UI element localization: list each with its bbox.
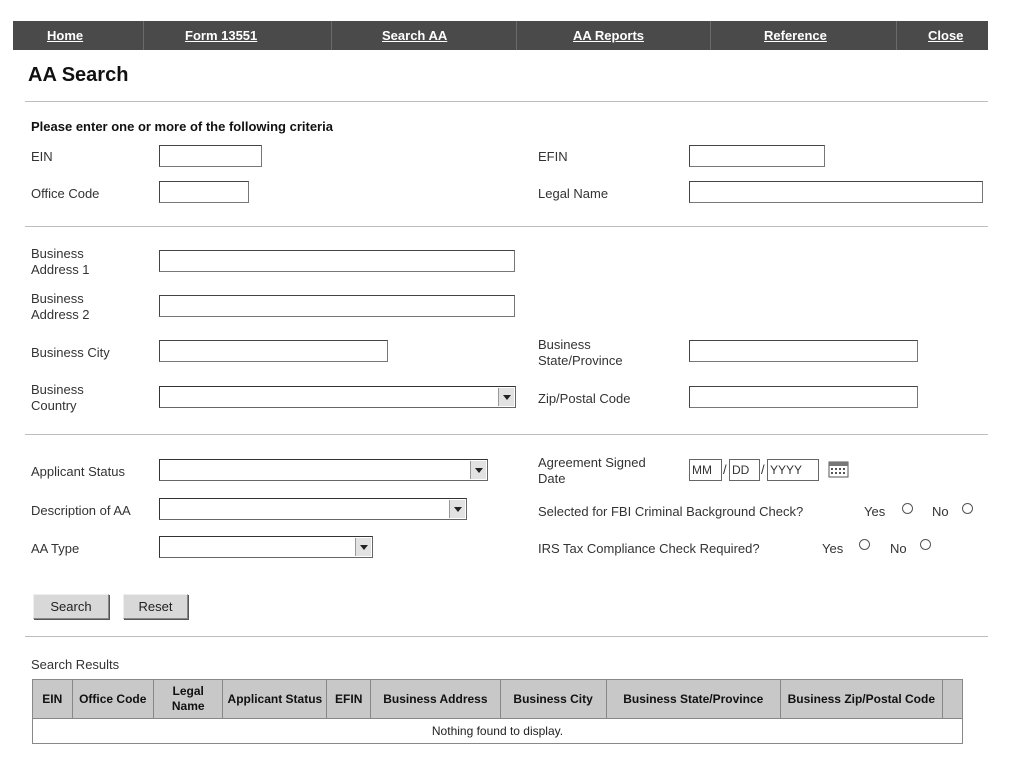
nav-divider: [331, 21, 332, 50]
top-navbar: [13, 21, 988, 50]
label-line: Business: [538, 337, 591, 352]
nav-divider: [896, 21, 897, 50]
criteria-instruction: Please enter one or more of the following criteria: [31, 119, 333, 134]
divider: [25, 434, 988, 435]
label-line: Date: [538, 471, 566, 486]
date-year-input[interactable]: YYYY: [767, 459, 819, 481]
fbi-no-radio[interactable]: [962, 503, 973, 514]
date-separator: /: [723, 462, 727, 477]
date-separator: /: [761, 462, 765, 477]
efin-label: EFIN: [538, 149, 568, 164]
fbi-check-label: Selected for FBI Criminal Background Check?: [538, 504, 804, 519]
fbi-no-label: No: [932, 504, 949, 519]
business-state-label: [538, 337, 623, 369]
col-business-city[interactable]: Business City: [500, 680, 606, 719]
office-code-label: Office Code: [31, 186, 100, 201]
description-label: Description of AA: [31, 503, 131, 518]
description-select[interactable]: [159, 498, 467, 520]
label-line: Address 1: [31, 262, 90, 277]
calendar-icon[interactable]: [828, 461, 849, 478]
results-header-row: [33, 680, 963, 719]
col-business-state[interactable]: Business State/Province: [606, 680, 780, 719]
label-line: Address 2: [31, 307, 90, 322]
table-row: [33, 719, 963, 744]
results-table: [32, 679, 963, 744]
divider: [25, 636, 988, 637]
business-address-1-label: [31, 246, 90, 278]
col-business-address[interactable]: Business Address: [371, 680, 500, 719]
efin-input[interactable]: [689, 145, 825, 167]
nav-home-link[interactable]: Home: [47, 28, 84, 43]
fbi-yes-label: Yes: [864, 504, 886, 519]
search-button[interactable]: Search: [33, 594, 109, 619]
reset-button[interactable]: Reset: [123, 594, 188, 619]
col-spacer: [942, 680, 962, 719]
applicant-status-select[interactable]: [159, 459, 488, 481]
ein-label: EIN: [31, 149, 53, 164]
zip-label: Zip/Postal Code: [538, 391, 631, 406]
chevron-down-icon[interactable]: [355, 538, 371, 556]
business-city-input[interactable]: [159, 340, 388, 362]
zip-input[interactable]: [689, 386, 918, 408]
business-country-select[interactable]: [159, 386, 516, 408]
nav-divider: [143, 21, 144, 50]
fbi-yes-radio[interactable]: [902, 503, 913, 514]
label-line: Business: [31, 382, 84, 397]
business-address-2-label: [31, 291, 90, 323]
agreement-date-label: [538, 455, 646, 487]
empty-results-message: Nothing found to display.: [33, 719, 963, 744]
search-results-label: Search Results: [31, 657, 120, 672]
label-line: Country: [31, 398, 77, 413]
irs-yes-label: Yes: [822, 541, 844, 556]
irs-check-label: IRS Tax Compliance Check Required?: [538, 541, 760, 556]
nav-divider: [516, 21, 517, 50]
business-address-1-input[interactable]: [159, 250, 515, 272]
label-line: Agreement Signed: [538, 455, 646, 470]
office-code-input[interactable]: [159, 181, 249, 203]
chevron-down-icon[interactable]: [470, 461, 486, 479]
business-country-label: [31, 382, 84, 414]
nav-reports-link[interactable]: AA Reports: [573, 28, 645, 43]
col-applicant-status[interactable]: Applicant Status: [223, 680, 327, 719]
col-business-zip[interactable]: Business Zip/Postal Code: [781, 680, 943, 719]
col-efin[interactable]: EFIN: [327, 680, 371, 719]
business-city-label: Business City: [31, 345, 110, 360]
nav-form-link[interactable]: Form 13551: [185, 28, 258, 43]
col-legal-name[interactable]: Legal Name: [153, 680, 223, 719]
label-line: Business: [31, 291, 84, 306]
legal-name-label: Legal Name: [538, 186, 609, 201]
label-line: State/Province: [538, 353, 623, 368]
chevron-down-icon[interactable]: [449, 500, 465, 518]
business-address-2-input[interactable]: [159, 295, 515, 317]
chevron-down-icon[interactable]: [498, 388, 514, 406]
aa-type-select[interactable]: [159, 536, 373, 558]
date-day-input[interactable]: DD: [729, 459, 760, 481]
divider: [25, 101, 988, 102]
label-line: Business: [31, 246, 84, 261]
date-month-input[interactable]: MM: [689, 459, 722, 481]
nav-divider: [710, 21, 711, 50]
divider: [25, 226, 988, 227]
nav-search-link[interactable]: Search AA: [382, 28, 448, 43]
aa-type-label: AA Type: [31, 541, 80, 556]
col-office-code[interactable]: Office Code: [72, 680, 153, 719]
nav-reference-link[interactable]: Reference: [764, 28, 827, 43]
nav-close-link[interactable]: Close: [928, 28, 964, 43]
page-title: AA Search: [28, 64, 129, 86]
col-ein[interactable]: EIN: [33, 680, 73, 719]
irs-no-label: No: [890, 541, 907, 556]
irs-yes-radio[interactable]: [859, 539, 870, 550]
legal-name-input[interactable]: [689, 181, 983, 203]
irs-no-radio[interactable]: [920, 539, 931, 550]
business-state-input[interactable]: [689, 340, 918, 362]
applicant-status-label: Applicant Status: [31, 464, 125, 479]
ein-input[interactable]: [159, 145, 262, 167]
